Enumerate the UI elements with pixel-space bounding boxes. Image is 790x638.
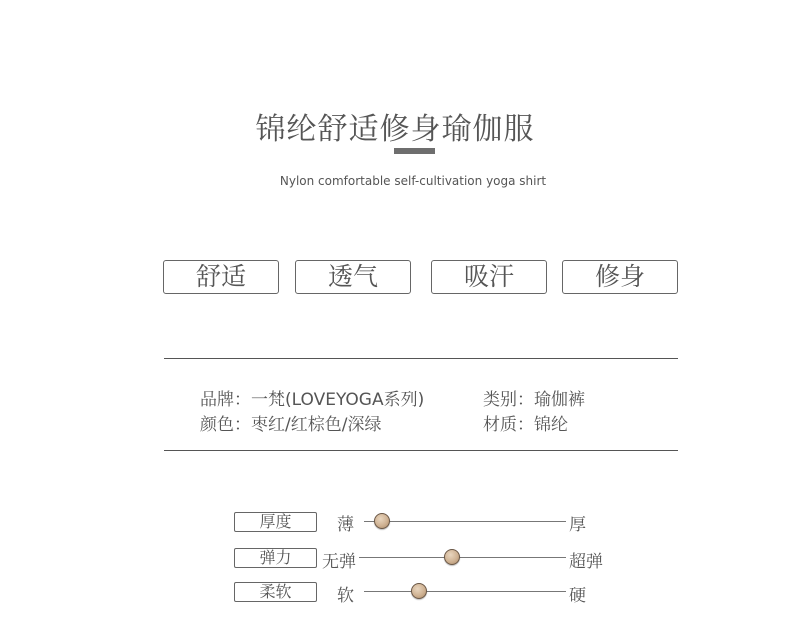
attr-low-label-thickness: 薄 — [337, 515, 354, 535]
attr-track-softness — [364, 591, 566, 592]
divider-top — [164, 358, 678, 359]
attr-level-knob-elasticity — [444, 549, 460, 565]
feature-tag-comfort: 舒适 — [163, 260, 279, 294]
feature-tag-slim-fit: 修身 — [562, 260, 678, 294]
feature-tag-sweat-absorbing: 吸汗 — [431, 260, 547, 294]
attr-level-knob-softness — [411, 583, 427, 599]
spec-brand: 品牌：一梵(LOVEYOGA系列) — [200, 390, 425, 410]
attr-high-label-thickness: 厚 — [569, 515, 586, 535]
spec-color: 颜色：枣红/红棕色/深绿 — [200, 415, 382, 435]
attr-low-label-softness: 软 — [337, 586, 354, 606]
attr-tag-softness: 柔软 — [234, 582, 317, 602]
attr-low-label-elasticity: 无弹 — [322, 552, 356, 572]
spec-category: 类别：瑜伽裤 — [483, 390, 585, 410]
page-title: 锦纶舒适修身瑜伽服 — [255, 112, 535, 147]
attr-tag-elasticity: 弹力 — [234, 548, 317, 568]
attr-track-elasticity — [359, 557, 566, 558]
attr-track-thickness — [364, 521, 566, 522]
divider-bottom — [164, 450, 678, 451]
attr-high-label-elasticity: 超弹 — [569, 552, 603, 572]
attr-high-label-softness: 硬 — [569, 586, 586, 606]
spec-material: 材质：锦纶 — [483, 415, 568, 435]
attr-level-knob-thickness — [374, 513, 390, 529]
title-underline — [394, 148, 435, 154]
feature-tag-breathable: 透气 — [295, 260, 411, 294]
attr-tag-thickness: 厚度 — [234, 512, 317, 532]
page-subtitle: Nylon comfortable self-cultivation yoga shirt — [279, 174, 547, 188]
